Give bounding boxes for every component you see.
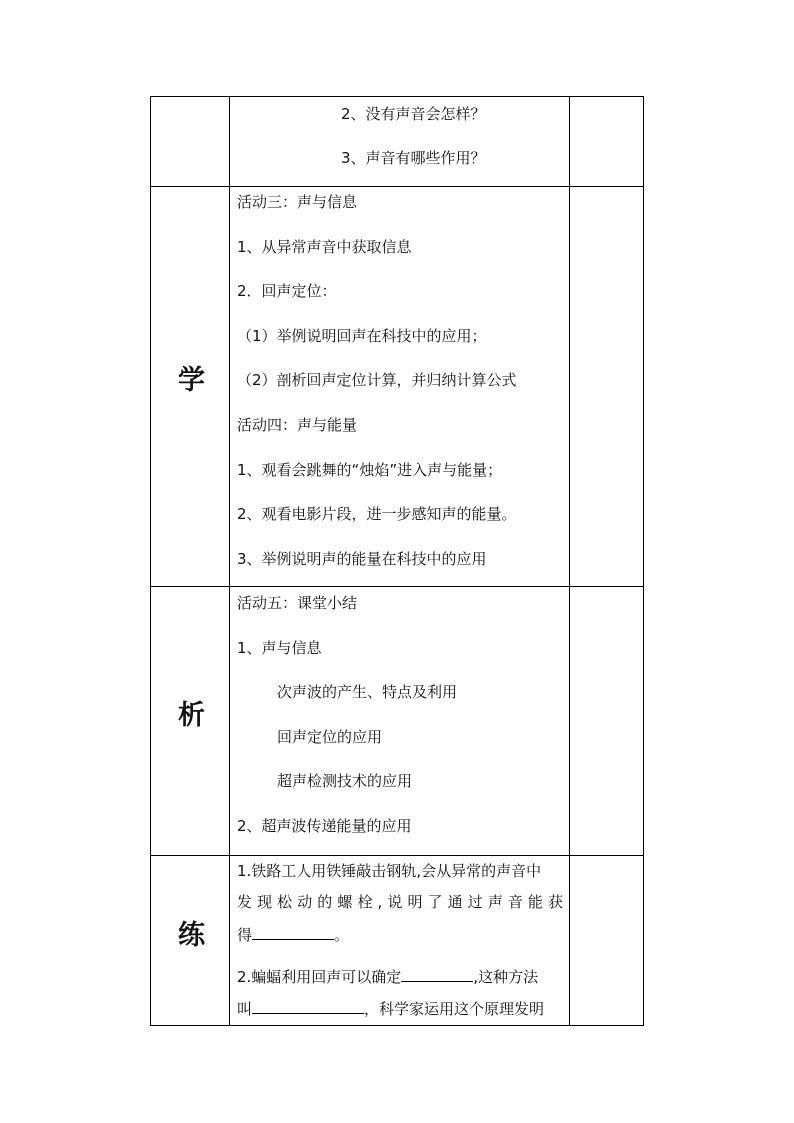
question-2-mid: ,这种方法 xyxy=(473,968,539,986)
section1-line-1: 2、没有声音会怎样？ xyxy=(341,105,486,123)
question-2-line2-suffix: ，科学家运用这个原理发明 xyxy=(364,1000,545,1018)
question-1-prefix: 得 xyxy=(237,926,253,944)
question-1-line-2: 发现松动的螺栓,说明了通过声音能获 xyxy=(237,893,563,911)
question-2-line-2 xyxy=(237,999,544,1018)
table-rule-left xyxy=(150,96,151,1026)
section2-line-8: 2、观看电影片段，进一步感知声的能量。 xyxy=(237,505,517,523)
section2-line-4: （1）举例说明回声在科技中的应用； xyxy=(237,327,487,345)
section2-line-7: 1、观看会跳舞的“烛焰”进入声与能量； xyxy=(237,461,503,479)
section1-line-2: 3、声音有哪些作用？ xyxy=(341,149,486,167)
section2-line-3: 2．回声定位： xyxy=(237,282,337,300)
section2-line-2: 1、从异常声音中获取信息 xyxy=(237,238,412,256)
section2-line-1: 活动三：声与信息 xyxy=(237,193,358,211)
lesson-table xyxy=(150,96,644,1026)
section3-line-2: 1、声与信息 xyxy=(237,639,322,657)
question-1-line-3 xyxy=(237,925,349,944)
section3-line-6: 2、超声波传递能量的应用 xyxy=(237,817,412,835)
question-2-blank-2[interactable] xyxy=(252,999,364,1014)
section2-line-9: 3、举例说明声的能量在科技中的应用 xyxy=(237,550,487,568)
section2-label: 学 xyxy=(178,365,205,396)
question-2-prefix: 2.蝙蝠利用回声可以确定 xyxy=(237,968,402,986)
question-2-blank-1[interactable] xyxy=(401,967,473,982)
section2-line-5: （2）剖析回声定位计算，并归纳计算公式 xyxy=(237,371,517,389)
section4-label: 练 xyxy=(178,920,205,951)
question-2-line2-prefix: 叫 xyxy=(237,1000,253,1018)
section3-label: 析 xyxy=(178,700,205,731)
section3-line-5: 超声检测技术的应用 xyxy=(277,772,413,790)
table-rule-col2 xyxy=(569,96,570,1026)
section3-line-3: 次声波的产生、特点及利用 xyxy=(277,683,458,701)
table-rule-right xyxy=(643,96,644,1026)
section3-line-1: 活动五：课堂小结 xyxy=(237,594,358,612)
question-2-line-1 xyxy=(237,967,538,986)
question-1-blank[interactable] xyxy=(252,925,334,940)
section3-line-4: 回声定位的应用 xyxy=(277,728,383,746)
table-rule-col1 xyxy=(229,96,230,1026)
question-1-line-1: 1.铁路工人用铁锤敲击钢轨,会从异常的声音中 xyxy=(237,862,542,880)
section2-line-6: 活动四：声与能量 xyxy=(237,416,358,434)
question-1-suffix: 。 xyxy=(334,926,350,944)
